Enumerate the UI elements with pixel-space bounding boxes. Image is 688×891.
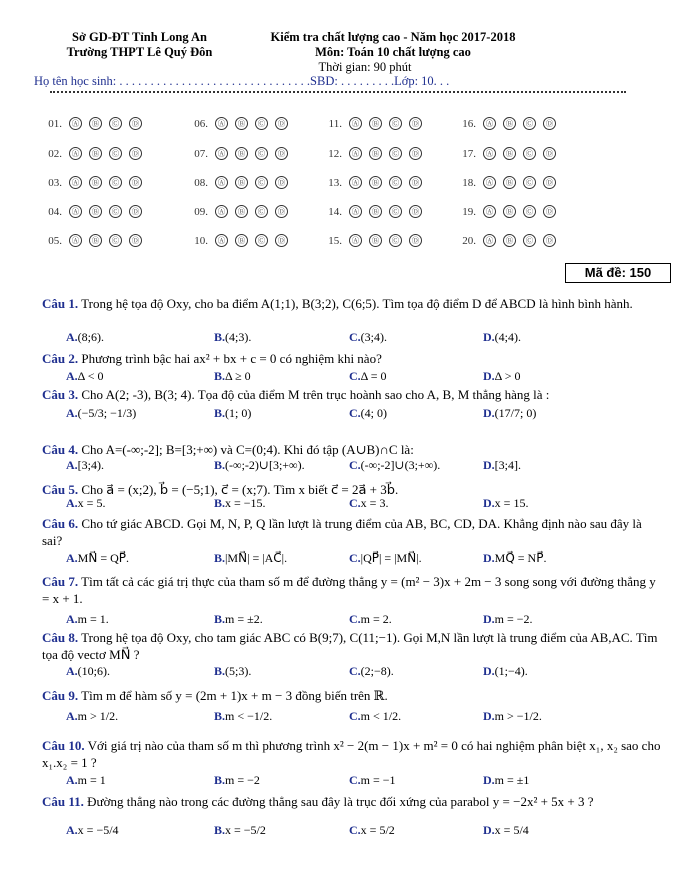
bubble-b[interactable]: Ⓑ	[235, 234, 248, 247]
bubble-c[interactable]: Ⓒ	[523, 205, 536, 218]
option-b[interactable]	[214, 664, 251, 679]
answer-row	[186, 205, 288, 218]
option-c[interactable]	[349, 551, 422, 566]
option-value: x = 3.	[360, 496, 389, 510]
bubble-d[interactable]: Ⓓ	[129, 117, 142, 130]
option-d[interactable]	[483, 709, 542, 724]
bubble-d[interactable]: Ⓓ	[543, 234, 556, 247]
answer-row	[320, 117, 422, 130]
divider	[50, 91, 626, 93]
option-b[interactable]	[214, 496, 266, 511]
bubble-d[interactable]: Ⓓ	[543, 205, 556, 218]
answer-number: 13.	[328, 176, 342, 189]
bubble-b[interactable]: Ⓑ	[369, 117, 382, 130]
exam-code-box	[565, 263, 671, 283]
option-value: m = 1.	[77, 612, 109, 626]
bubble-b[interactable]: Ⓑ	[235, 205, 248, 218]
answer-row	[186, 176, 288, 189]
option-value: (10;6).	[77, 664, 110, 678]
question-text: Trong hệ tọa độ Oxy, cho ba điểm A(1;1), B(3;2), C(6;5). Tìm tọa độ điểm D để ABCD là hình bình hành.	[81, 296, 633, 311]
option-a[interactable]	[66, 369, 104, 384]
option-value: x = 5/4	[494, 823, 529, 837]
option-a[interactable]	[66, 773, 106, 788]
option-value: m = −2.	[494, 612, 533, 626]
bubble-b[interactable]: Ⓑ	[369, 234, 382, 247]
bubble-a[interactable]: Ⓐ	[349, 234, 362, 247]
bubble-b[interactable]: Ⓑ	[369, 176, 382, 189]
option-value: m = ±1	[494, 773, 530, 787]
bubble-b[interactable]: Ⓑ	[503, 234, 516, 247]
question-1	[42, 295, 662, 312]
answer-row	[40, 117, 142, 130]
question-number: Câu 9.	[42, 688, 79, 703]
option-letter: A.	[66, 612, 78, 626]
question-text: Tìm m để hàm số y = (2m + 1)x + m − 3 đồng biến trên ℝ.	[81, 688, 388, 703]
question-text: Cho A=(-∞;-2]; B=[3;+∞) và C=(0;4). Khi đó tập (A∪B)∩C là:	[81, 442, 414, 457]
student-info-line: Họ tên học sinh: . . . . . . . . . . . . . . . . . . . . . . . . . . . . . . .SBD: . . . . . . . . .Lớp: 10. . .	[34, 74, 450, 88]
option-c[interactable]	[349, 330, 387, 345]
option-letter: A.	[66, 406, 78, 420]
option-letter: D.	[483, 369, 495, 383]
option-a[interactable]	[66, 496, 105, 511]
answer-row	[320, 234, 422, 247]
option-letter: D.	[483, 664, 495, 678]
bubble-a[interactable]: Ⓐ	[215, 205, 228, 218]
bubble-a[interactable]: Ⓐ	[69, 234, 82, 247]
option-b[interactable]	[214, 369, 251, 384]
option-letter: A.	[66, 369, 78, 383]
option-d[interactable]	[483, 458, 521, 473]
school-header	[52, 30, 227, 60]
exam-header	[228, 30, 558, 60]
option-value: (2;−8).	[360, 664, 394, 678]
question-4	[42, 441, 662, 458]
option-letter: A.	[66, 496, 78, 510]
answer-number: 10.	[194, 234, 208, 247]
bubble-b[interactable]: Ⓑ	[503, 147, 516, 160]
bubble-a[interactable]: Ⓐ	[483, 147, 496, 160]
question-number: Câu 1.	[42, 296, 79, 311]
subject-name: Môn: Toán 10 chất lượng cao	[315, 45, 471, 59]
question-10	[42, 737, 662, 771]
option-letter: A.	[66, 773, 78, 787]
option-letter: C.	[349, 664, 361, 678]
option-letter: A.	[66, 458, 78, 472]
answer-row	[320, 176, 422, 189]
option-d[interactable]	[483, 406, 536, 421]
question-text: Với giá trị nào của tham số m thì phương trình x² − 2(m − 1)x + m² = 0 có hai nghiệm phân biệt x₁, x₂ sao cho x₁.x₂ = 1 ?	[42, 738, 661, 770]
option-letter: D.	[483, 773, 495, 787]
bubble-d[interactable]: Ⓓ	[543, 176, 556, 189]
option-value: Δ < 0	[77, 369, 104, 383]
option-value: MN⃗ = QP⃗.	[77, 551, 129, 565]
question-text: Cho A(2; -3), B(3; 4). Tọa độ của điểm M trên trục hoành sao cho A, B, M thẳng hàng là :	[81, 387, 550, 402]
option-letter: A.	[66, 664, 78, 678]
bubble-d[interactable]: Ⓓ	[543, 117, 556, 130]
bubble-c[interactable]: Ⓒ	[255, 205, 268, 218]
bubble-a[interactable]: Ⓐ	[349, 117, 362, 130]
option-letter: C.	[349, 406, 361, 420]
bubble-a[interactable]: Ⓐ	[69, 176, 82, 189]
option-letter: D.	[483, 551, 495, 565]
bubble-d[interactable]: Ⓓ	[275, 234, 288, 247]
question-9	[42, 687, 662, 704]
option-letter: B.	[214, 612, 226, 626]
question-text: Cho a⃗ = (x;2), b⃗ = (−5;1), c⃗ = (x;7). Tìm x biết c⃗ = 2a⃗ + 3b⃗.	[81, 482, 399, 497]
option-letter: B.	[214, 406, 226, 420]
option-d[interactable]	[483, 551, 546, 566]
bubble-c[interactable]: Ⓒ	[389, 176, 402, 189]
option-b[interactable]	[214, 330, 251, 345]
bubble-c[interactable]: Ⓒ	[255, 176, 268, 189]
answer-number: 12.	[328, 147, 342, 160]
option-letter: A.	[66, 823, 78, 837]
option-value: MQ⃗ = NP⃗.	[494, 551, 547, 565]
answer-row	[454, 234, 556, 247]
bubble-a[interactable]: Ⓐ	[483, 176, 496, 189]
bubble-a[interactable]: Ⓐ	[215, 176, 228, 189]
option-a[interactable]	[66, 551, 129, 566]
option-value: (3;4).	[360, 330, 387, 344]
option-c[interactable]	[349, 664, 394, 679]
option-value: m = −1	[360, 773, 396, 787]
department-name: Sở GD-ĐT Tỉnh Long An	[72, 30, 207, 44]
question-3	[42, 386, 662, 403]
option-c[interactable]	[349, 709, 401, 724]
option-value: (1; 0)	[225, 406, 252, 420]
option-value: (-∞;-2]∪(3;+∞).	[360, 458, 441, 472]
school-name: Trường THPT Lê Quý Đôn	[66, 45, 213, 59]
option-value: (8;6).	[77, 330, 104, 344]
question-text: Cho tứ giác ABCD. Gọi M, N, P, Q lần lượt là trung điểm của AB, BC, CD, DA. Khẳng định nào sau đây là sai?	[42, 516, 642, 548]
bubble-b[interactable]: Ⓑ	[89, 176, 102, 189]
bubble-d[interactable]: Ⓓ	[409, 117, 422, 130]
option-d[interactable]	[483, 330, 521, 345]
option-letter: C.	[349, 823, 361, 837]
option-letter: A.	[66, 330, 78, 344]
option-letter: C.	[349, 709, 361, 723]
option-letter: C.	[349, 773, 361, 787]
option-letter: D.	[483, 823, 495, 837]
question-11	[42, 793, 662, 810]
option-d[interactable]	[483, 369, 521, 384]
bubble-b[interactable]: Ⓑ	[503, 205, 516, 218]
answer-number: 09.	[194, 205, 208, 218]
bubble-b[interactable]: Ⓑ	[235, 176, 248, 189]
option-letter: D.	[483, 406, 495, 420]
question-number: Câu 4.	[42, 442, 79, 457]
answer-number: 11.	[328, 117, 342, 130]
exam-code: Mã đề: 150	[584, 265, 652, 280]
option-letter: B.	[214, 496, 226, 510]
option-value: x = 15.	[494, 496, 529, 510]
option-d[interactable]	[483, 612, 533, 627]
option-value: |MN⃗| = |AC⃗|.	[225, 551, 288, 565]
answer-number: 05.	[48, 234, 62, 247]
option-b[interactable]	[214, 709, 272, 724]
bubble-d[interactable]: Ⓓ	[129, 176, 142, 189]
option-a[interactable]	[66, 823, 119, 838]
option-d[interactable]	[483, 773, 529, 788]
option-a[interactable]	[66, 709, 118, 724]
option-letter: B.	[214, 709, 226, 723]
bubble-c[interactable]: Ⓒ	[389, 234, 402, 247]
answer-number: 17.	[462, 147, 476, 160]
option-value: [3;4).	[77, 458, 104, 472]
option-letter: D.	[483, 458, 495, 472]
question-number: Câu 5.	[42, 482, 79, 497]
answer-number: 15.	[328, 234, 342, 247]
option-letter: C.	[349, 458, 361, 472]
question-7	[42, 573, 662, 607]
question-number: Câu 2.	[42, 351, 79, 366]
option-value: Δ ≥ 0	[225, 369, 251, 383]
option-value: x = 5.	[77, 496, 106, 510]
bubble-c[interactable]: Ⓒ	[389, 147, 402, 160]
bubble-b[interactable]: Ⓑ	[89, 234, 102, 247]
answer-number: 16.	[462, 117, 476, 130]
bubble-b[interactable]: Ⓑ	[503, 176, 516, 189]
option-c[interactable]	[349, 496, 388, 511]
answer-row	[40, 234, 142, 247]
bubble-d[interactable]: Ⓓ	[275, 205, 288, 218]
bubble-d[interactable]: Ⓓ	[275, 147, 288, 160]
bubble-b[interactable]: Ⓑ	[503, 117, 516, 130]
bubble-b[interactable]: Ⓑ	[89, 147, 102, 160]
bubble-c[interactable]: Ⓒ	[109, 147, 122, 160]
question-number: Câu 3.	[42, 387, 79, 402]
option-b[interactable]	[214, 773, 260, 788]
bubble-a[interactable]: Ⓐ	[483, 234, 496, 247]
answer-row	[186, 234, 288, 247]
bubble-c[interactable]: Ⓒ	[389, 205, 402, 218]
bubble-a[interactable]: Ⓐ	[349, 205, 362, 218]
option-value: |QP⃗| = |MN⃗|.	[360, 551, 422, 565]
question-number: Câu 11.	[42, 794, 84, 809]
option-c[interactable]	[349, 369, 387, 384]
bubble-c[interactable]: Ⓒ	[255, 147, 268, 160]
answer-number: 06.	[194, 117, 208, 130]
bubble-a[interactable]: Ⓐ	[349, 147, 362, 160]
bubble-c[interactable]: Ⓒ	[109, 176, 122, 189]
bubble-b[interactable]: Ⓑ	[89, 117, 102, 130]
answer-row	[454, 205, 556, 218]
bubble-b[interactable]: Ⓑ	[235, 147, 248, 160]
option-letter: B.	[214, 458, 226, 472]
answer-row	[320, 205, 422, 218]
answer-row	[186, 147, 288, 160]
option-letter: B.	[214, 369, 226, 383]
question-2	[42, 350, 662, 367]
bubble-a[interactable]: Ⓐ	[69, 117, 82, 130]
question-text: Đường thẳng nào trong các đường thẳng sau đây là trục đối xứng của parabol y = −2x² + 5x + 3 ?	[87, 794, 594, 809]
exam-title: Kiểm tra chất lượng cao - Năm học 2017-2018	[270, 30, 516, 44]
question-number: Câu 8.	[42, 630, 79, 645]
option-b[interactable]	[214, 458, 305, 473]
answer-number: 18.	[462, 176, 476, 189]
option-c[interactable]	[349, 773, 396, 788]
option-b[interactable]	[214, 406, 251, 421]
option-value: x = −15.	[225, 496, 266, 510]
option-value: x = 5/2	[360, 823, 395, 837]
option-value: (−5/3; −1/3)	[77, 406, 137, 420]
option-letter: D.	[483, 612, 495, 626]
bubble-a[interactable]: Ⓐ	[69, 205, 82, 218]
option-b[interactable]	[214, 823, 266, 838]
option-letter: D.	[483, 496, 495, 510]
bubble-c[interactable]: Ⓒ	[109, 117, 122, 130]
bubble-a[interactable]: Ⓐ	[215, 147, 228, 160]
option-value: Δ > 0	[494, 369, 521, 383]
option-value: m = −2	[225, 773, 260, 787]
option-letter: B.	[214, 664, 226, 678]
bubble-d[interactable]: Ⓓ	[275, 176, 288, 189]
option-value: (5;3).	[225, 664, 252, 678]
option-value: m < −1/2.	[225, 709, 273, 723]
option-letter: C.	[349, 612, 361, 626]
bubble-a[interactable]: Ⓐ	[483, 205, 496, 218]
bubble-a[interactable]: Ⓐ	[69, 147, 82, 160]
option-value: m = 1	[77, 773, 106, 787]
bubble-b[interactable]: Ⓑ	[369, 147, 382, 160]
bubble-d[interactable]: Ⓓ	[129, 205, 142, 218]
answer-number: 04.	[48, 205, 62, 218]
option-letter: B.	[214, 551, 226, 565]
answer-number: 02.	[48, 147, 62, 160]
answer-row	[454, 147, 556, 160]
bubble-a[interactable]: Ⓐ	[483, 117, 496, 130]
bubble-d[interactable]: Ⓓ	[409, 147, 422, 160]
option-d[interactable]	[483, 823, 529, 838]
bubble-d[interactable]: Ⓓ	[409, 234, 422, 247]
question-6	[42, 515, 662, 549]
answer-row	[40, 147, 142, 160]
option-c[interactable]	[349, 406, 387, 421]
question-number: Câu 7.	[42, 574, 79, 589]
answer-row	[320, 147, 422, 160]
option-value: (4;4).	[494, 330, 521, 344]
option-value: x = −5/2	[225, 823, 266, 837]
question-text: Tìm tất cả các giá trị thực của tham số m để đường thẳng y = (m² − 3)x + 2m − 3 song song với đường thẳng y = x + 1.	[42, 574, 656, 606]
bubble-a[interactable]: Ⓐ	[215, 234, 228, 247]
bubble-b[interactable]: Ⓑ	[89, 205, 102, 218]
answer-row	[40, 205, 142, 218]
answer-row	[454, 176, 556, 189]
answer-row	[454, 117, 556, 130]
bubble-c[interactable]: Ⓒ	[523, 176, 536, 189]
answer-number: 01.	[48, 117, 62, 130]
answer-row	[40, 176, 142, 189]
question-text: Trong hệ tọa độ Oxy, cho tam giác ABC có B(9;7), C(11;−1). Gọi M,N lần lượt là trung điểm của AB,AC. Tìm tọa độ vectơ MN⃗ ?	[42, 630, 658, 662]
option-value: m > 1/2.	[77, 709, 119, 723]
answer-number: 14.	[328, 205, 342, 218]
option-letter: C.	[349, 496, 361, 510]
option-letter: C.	[349, 330, 361, 344]
answer-number: 03.	[48, 176, 62, 189]
option-letter: D.	[483, 709, 495, 723]
question-number: Câu 6.	[42, 516, 79, 531]
bubble-c[interactable]: Ⓒ	[255, 234, 268, 247]
exam-time: Thời gian: 90 phút	[318, 60, 412, 74]
option-value: m = ±2.	[225, 612, 263, 626]
bubble-c[interactable]: Ⓒ	[255, 117, 268, 130]
bubble-c[interactable]: Ⓒ	[523, 234, 536, 247]
option-value: [3;4].	[494, 458, 521, 472]
option-value: (4; 0)	[360, 406, 387, 420]
bubble-c[interactable]: Ⓒ	[109, 234, 122, 247]
bubble-d[interactable]: Ⓓ	[409, 176, 422, 189]
option-letter: C.	[349, 369, 361, 383]
bubble-c[interactable]: Ⓒ	[389, 117, 402, 130]
option-a[interactable]	[66, 612, 109, 627]
option-value: (-∞;-2)∪[3;+∞).	[225, 458, 305, 472]
bubble-d[interactable]: Ⓓ	[275, 117, 288, 130]
option-b[interactable]	[214, 612, 263, 627]
bubble-d[interactable]: Ⓓ	[409, 205, 422, 218]
answer-number: 07.	[194, 147, 208, 160]
option-letter: A.	[66, 551, 78, 565]
answer-row	[186, 117, 288, 130]
option-d[interactable]	[483, 496, 528, 511]
question-number: Câu 10.	[42, 738, 85, 753]
option-c[interactable]	[349, 458, 440, 473]
option-letter: C.	[349, 551, 361, 565]
answer-number: 19.	[462, 205, 476, 218]
option-value: (1;−4).	[494, 664, 528, 678]
option-a[interactable]	[66, 458, 104, 473]
bubble-b[interactable]: Ⓑ	[369, 205, 382, 218]
option-d[interactable]	[483, 664, 528, 679]
bubble-d[interactable]: Ⓓ	[129, 147, 142, 160]
bubble-b[interactable]: Ⓑ	[235, 117, 248, 130]
option-b[interactable]	[214, 551, 287, 566]
answer-number: 20.	[462, 234, 476, 247]
bubble-d[interactable]: Ⓓ	[543, 147, 556, 160]
option-a[interactable]	[66, 330, 104, 345]
bubble-c[interactable]: Ⓒ	[109, 205, 122, 218]
option-value: m > −1/2.	[494, 709, 542, 723]
option-letter: B.	[214, 773, 226, 787]
option-c[interactable]	[349, 612, 392, 627]
option-letter: B.	[214, 823, 226, 837]
option-letter: A.	[66, 709, 78, 723]
option-value: m < 1/2.	[360, 709, 402, 723]
option-letter: B.	[214, 330, 226, 344]
option-a[interactable]	[66, 664, 110, 679]
option-value: (17/7; 0)	[494, 406, 537, 420]
option-value: Δ = 0	[360, 369, 387, 383]
bubble-a[interactable]: Ⓐ	[349, 176, 362, 189]
option-value: m = 2.	[360, 612, 392, 626]
bubble-d[interactable]: Ⓓ	[129, 234, 142, 247]
option-a[interactable]	[66, 406, 136, 421]
bubble-c[interactable]: Ⓒ	[523, 117, 536, 130]
option-value: (4;3).	[225, 330, 252, 344]
option-value: x = −5/4	[77, 823, 119, 837]
option-c[interactable]	[349, 823, 395, 838]
question-8	[42, 629, 662, 663]
option-letter: D.	[483, 330, 495, 344]
bubble-c[interactable]: Ⓒ	[523, 147, 536, 160]
question-text: Phương trình bậc hai ax² + bx + c = 0 có nghiệm khi nào?	[81, 351, 382, 366]
answer-number: 08.	[194, 176, 208, 189]
bubble-a[interactable]: Ⓐ	[215, 117, 228, 130]
